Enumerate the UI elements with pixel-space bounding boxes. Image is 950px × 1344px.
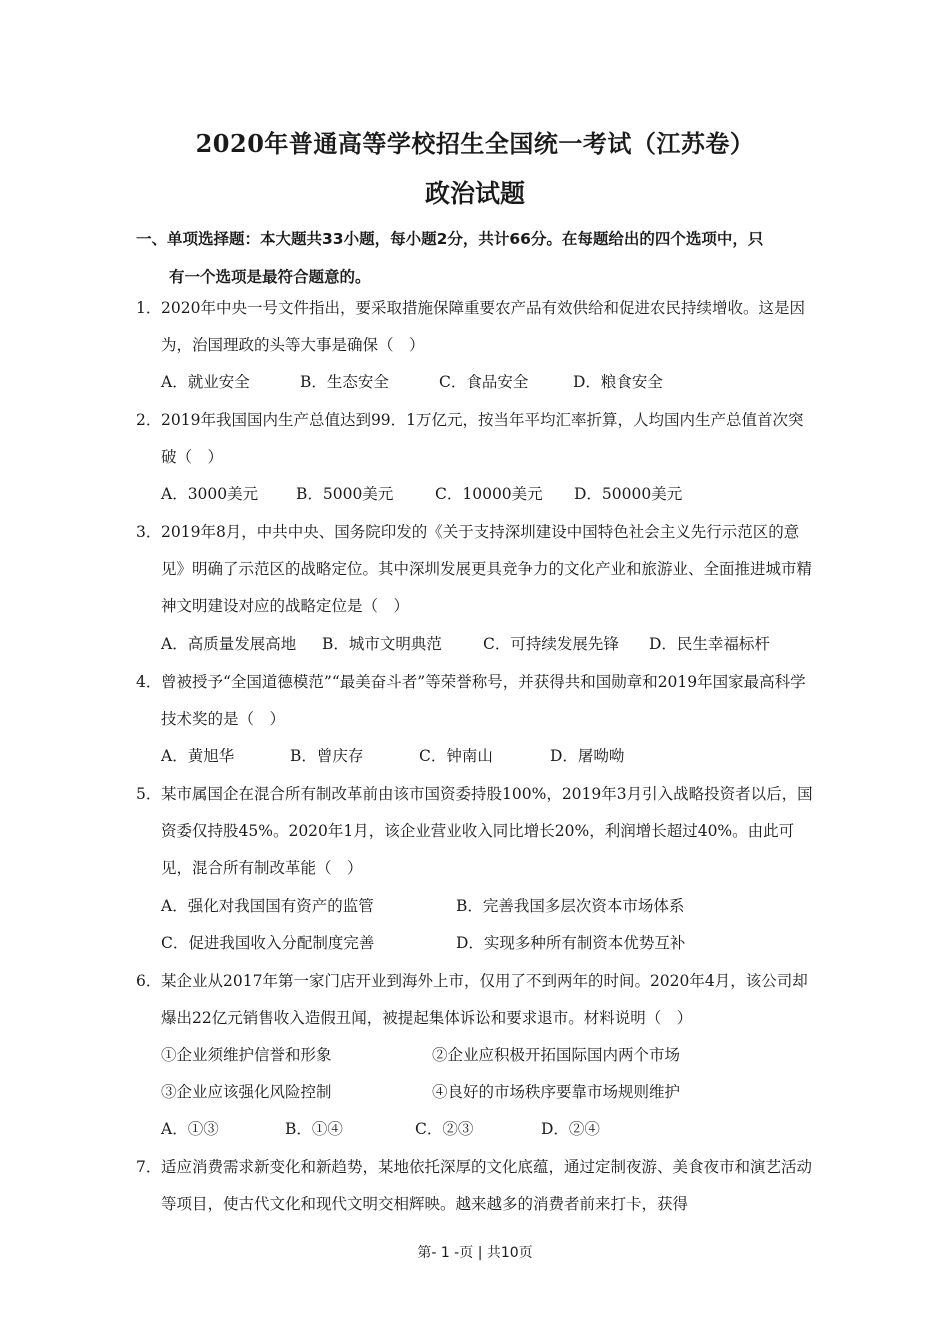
option-d[interactable]: D．50000美元 — [574, 485, 683, 503]
option-d[interactable]: D．实现多种所有制资本优势互补 — [456, 934, 686, 952]
question-number: 1． — [136, 299, 162, 317]
option-b[interactable]: B．生态安全 — [300, 373, 389, 391]
question-number: 4． — [136, 673, 162, 691]
option-d[interactable]: D．民生幸福标杆 — [649, 635, 770, 653]
option-a[interactable]: A．①③ — [161, 1120, 219, 1138]
option-b[interactable]: B．①④ — [285, 1120, 343, 1138]
section-heading — [136, 220, 816, 296]
section-heading-line2: 有一个选项是最符合题意的。 — [169, 268, 371, 286]
question-1 — [136, 290, 816, 364]
option-a[interactable]: A．就业安全 — [161, 373, 250, 391]
option-c[interactable]: C．可持续发展先锋 — [483, 635, 619, 653]
question-text: 适应消费需求新变化和新趋势，某地依托深厚的文化底蕴，通过定制夜游、美食夜市和演艺活动等项目，使古代文化和现代文明交相辉映。越来越多的消费者前来打卡，获得 — [161, 1158, 813, 1213]
question-text: 曾被授予“全国道德模范”“最美奋斗者”等荣誉称号，并获得共和国勋章和2019年国家最高科学技术奖的是（ ） — [161, 673, 806, 728]
option-c[interactable]: C．10000美元 — [435, 485, 543, 503]
page-footer: 第- 1 -页 | 共10页 — [417, 1245, 533, 1261]
option-a[interactable]: A．3000美元 — [161, 485, 259, 503]
option-c[interactable]: C．②③ — [415, 1120, 474, 1138]
exam-title: 2020年普通高等学校招生全国统一考试（江苏卷） — [195, 129, 755, 158]
question-7 — [136, 1149, 816, 1223]
statement-1: ①企业须维护信誉和形象 — [161, 1046, 332, 1064]
statement-4: ④良好的市场秩序要靠市场规则维护 — [432, 1083, 681, 1101]
option-c[interactable]: C．促进我国收入分配制度完善 — [161, 934, 375, 952]
question-number: 5． — [136, 785, 162, 803]
option-c[interactable]: C．食品安全 — [439, 373, 529, 391]
question-text: 2019年我国国内生产总值达到99．1万亿元，按当年平均汇率折算，人均国内生产总值首次突破（ ） — [161, 411, 804, 466]
question-number: 3． — [136, 523, 162, 541]
option-c[interactable]: C．钟南山 — [419, 747, 493, 765]
option-b[interactable]: B．曾庆存 — [290, 747, 364, 765]
option-d[interactable]: D．②④ — [541, 1120, 600, 1138]
question-number: 6． — [136, 972, 162, 990]
question-3 — [136, 514, 816, 625]
question-text: 某市属国企在混合所有制改革前由该市国资委持股100%，2019年3月引入战略投资者以后，国资委仅持股45%。2020年1月，该企业营业收入同比增长20%，利润增长超过40%。由此可见，混合所有制改革能（ ） — [161, 785, 813, 877]
option-a[interactable]: A．黄旭华 — [161, 747, 235, 765]
option-d[interactable]: D．粮食安全 — [573, 373, 663, 391]
section-heading-line1: 一、单项选择题：本大题共33小题，每小题2分，共计66分。在每题给出的四个选项中，只 — [136, 230, 764, 248]
option-b[interactable]: B．城市文明典范 — [322, 635, 442, 653]
exam-subtitle: 政治试题 — [424, 179, 525, 208]
statement-2: ②企业应积极开拓国际国内两个市场 — [432, 1046, 681, 1064]
question-5 — [136, 776, 816, 887]
statement-3: ③企业应该强化风险控制 — [161, 1083, 332, 1101]
option-b[interactable]: B．5000美元 — [296, 485, 394, 503]
question-text: 2020年中央一号文件指出，要采取措施保障重要农产品有效供给和促进农民持续增收。这是因为，治国理政的头等大事是确保（ ） — [161, 299, 805, 354]
option-a[interactable]: A．高质量发展高地 — [161, 635, 297, 653]
question-4 — [136, 664, 816, 738]
question-number: 2． — [136, 411, 162, 429]
option-a[interactable]: A．强化对我国国有资产的监管 — [161, 897, 374, 915]
option-d[interactable]: D．屠呦呦 — [550, 747, 625, 765]
question-2 — [136, 402, 816, 476]
question-number: 7． — [136, 1158, 162, 1176]
question-text: 2019年8月，中共中央、国务院印发的《关于支持深圳建设中国特色社会主义先行示范区的意见》明确了示范区的战略定位。其中深圳发展更具竞争力的文化产业和旅游业、全面推进城市精神文明建设对应的战略定位是（ ） — [161, 523, 813, 615]
question-6 — [136, 963, 816, 1037]
question-text: 某企业从2017年第一家门店开业到海外上市，仅用了不到两年的时间。2020年4月，该公司却爆出22亿元销售收入造假丑闻，被提起集体诉讼和要求退市。材料说明（ ） — [161, 972, 808, 1027]
option-b[interactable]: B．完善我国多层次资本市场体系 — [456, 897, 685, 915]
